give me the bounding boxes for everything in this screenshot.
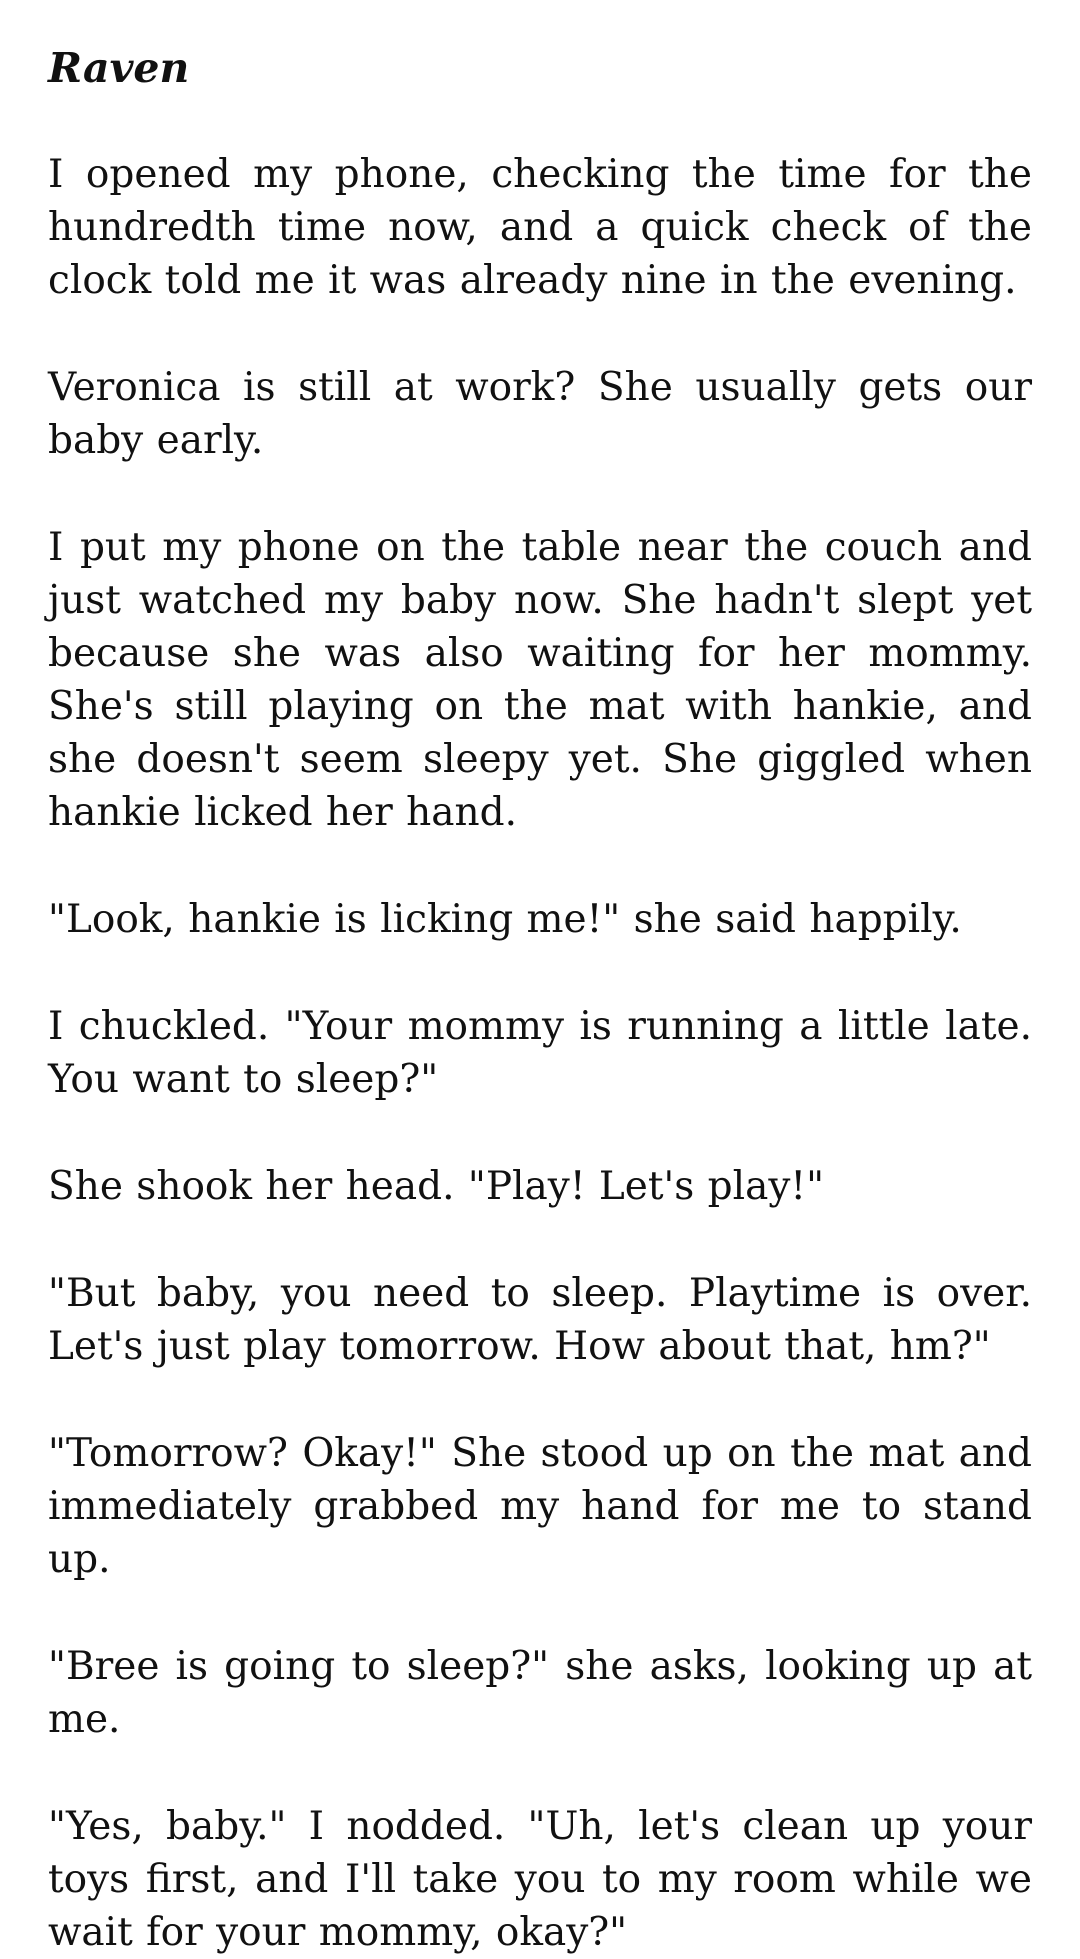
paragraph: "Tomorrow? Okay!" She stood up on the mat and immediately grabbed my hand for me to stand up. — [48, 1431, 1032, 1582]
paragraph: I opened my phone, checking the time for the hundredth time now, and a quick check of the clock told me it was already nine in the evening. — [48, 152, 1032, 303]
paragraph: Veronica is still at work? She usually gets our baby early. — [48, 365, 1032, 463]
paragraph: "Look, hankie is licking me!" she said happily. — [48, 897, 962, 942]
paragraph: "Yes, baby." I nodded. "Uh, let's clean up your toys first, and I'll take you to my room while we wait for your mommy, okay?" — [48, 1804, 1032, 1955]
paragraph: I chuckled. "Your mommy is running a little late. You want to sleep?" — [48, 1004, 1032, 1102]
story-body — [48, 148, 1032, 1959]
paragraph: "Bree is going to sleep?" she asks, looking up at me. — [48, 1644, 1032, 1742]
chapter-heading: Raven — [48, 44, 190, 92]
paragraph: I put my phone on the table near the couch and just watched my baby now. She hadn't slept yet because she was also waiting for her mommy. She's still playing on the mat with hankie, and she doesn't seem sleepy yet. She giggled when hankie licked her hand. — [48, 525, 1032, 835]
paragraph: She shook her head. "Play! Let's play!" — [48, 1164, 825, 1209]
paragraph: "But baby, you need to sleep. Playtime is over. Let's just play tomorrow. How about that, hm?" — [48, 1271, 1032, 1369]
